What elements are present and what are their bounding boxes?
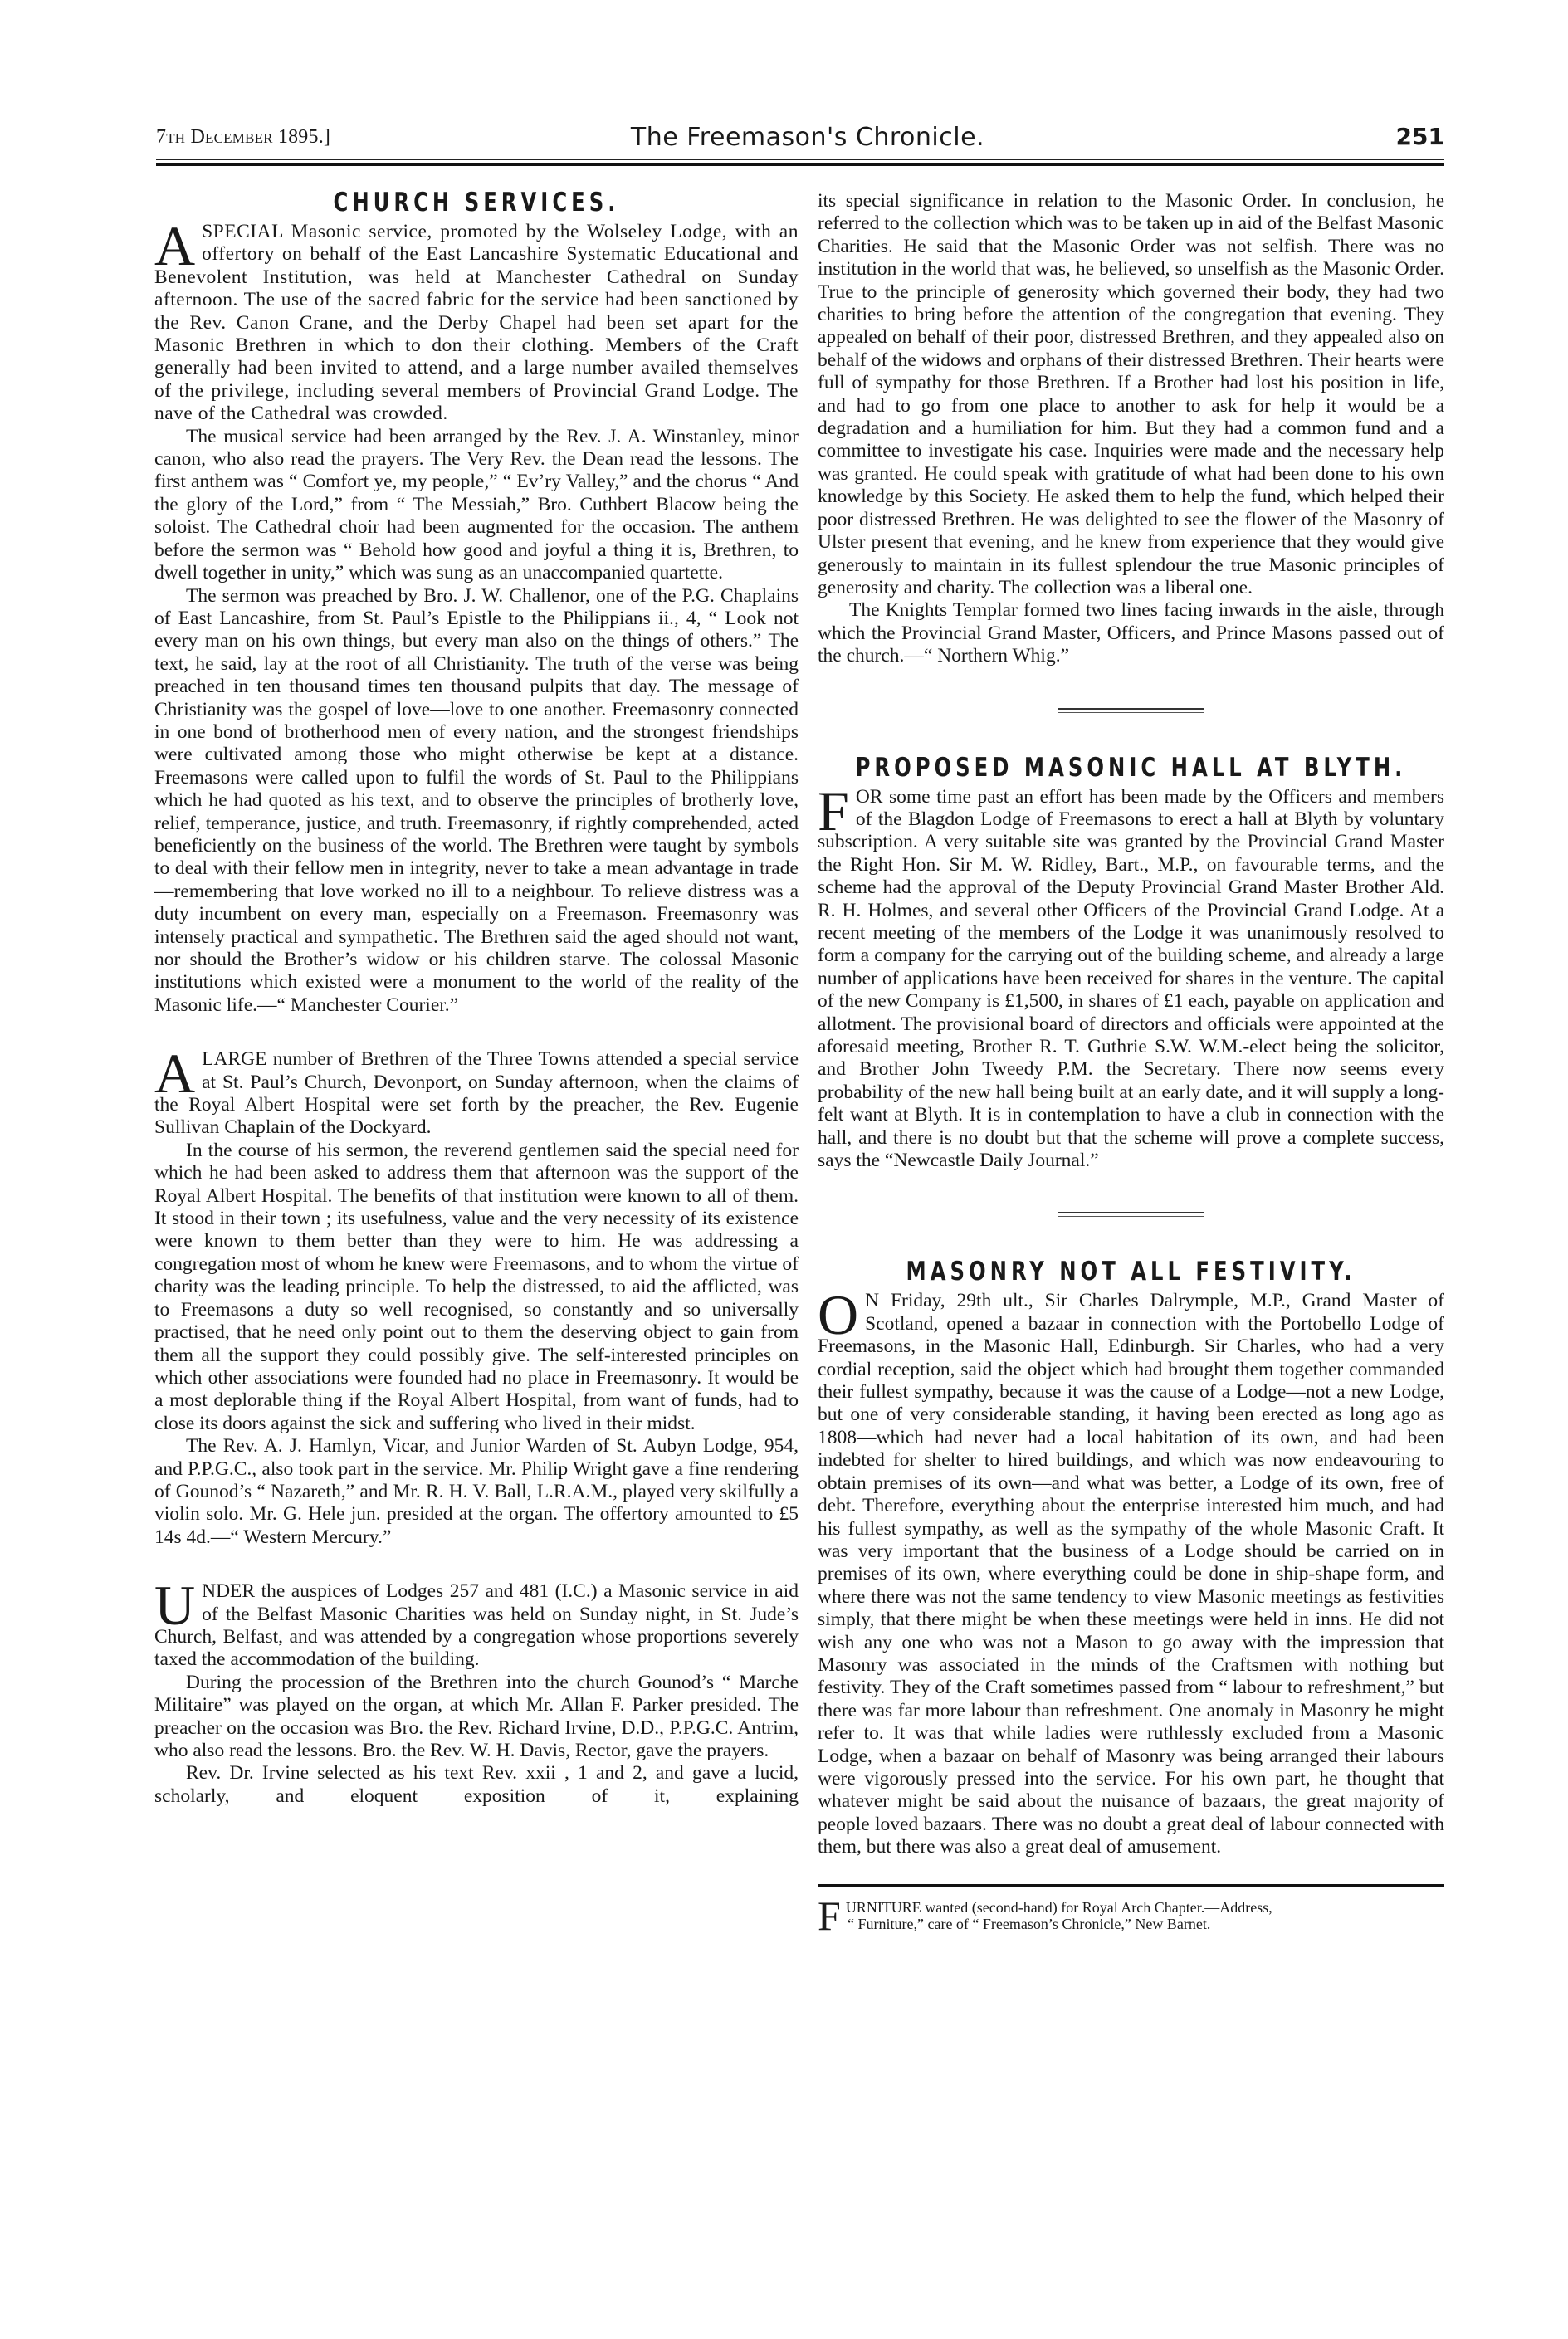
article-paragraph: O N Friday, 29th ult., Sir Charles Dalrymple, M.P., Grand Master of Scotland, opened a bazaar in connection with the Portobello Lodge of Freemasons, in the Masonic Hall, Edinburgh. Sir Charles, who had a very cordial reception, said the object which had brought them together commanded their fullest sympathy, because it was the cause of a Lodge—not a new Lodge, but one of very considerable standing, it having been erected as long ago as 1808—which had never had a local habitation of its own, and had been indebted for shelter to hired buildings, and which was now endeavouring to obtain premises of its own—and what was better, a Lodge of its own, free of debt. Therefore, everything about the enterprise interested him much, and had his fullest sympathy, as well as the sympathy of the whole Masonic Craft. It was very important that the business of a Lodge should be carried on in premises of its own, where everything could be done in ship-shape form, and where there was not the same tendency to view Masonic meetings as festivities simply, that there might be when these meetings were held in inns. He did not wish any one who was not a Mason to go away with the impression that Masonry was associated in the minds of the Craftsmen with nothing but festivity. They of the Craft sometimes passed from “ labour to refreshment,” but there was far more labour than refreshment. One anomaly in Masonry he might refer to. It was that while ladies were ruthlessly excluded from a Masonic Lodge, when a bazaar on behalf of Masonry was being arranged their labours were vigorously pressed into the service. For his own part, he thought that whatever might be said about the nuisance of bazaars, the great majority of people loved bazaars. There was no doubt a great deal of labour connected with them, but there was also a great deal of amusement.	[818, 1283, 1444, 1858]
article-paragraph: A SPECIAL Masonic service, promoted by the Wolseley Lodge, with an offertory on behalf of the East Lancashire Systematic Educational and Benevolent Institution, was held at Manchester Cathedral on Sunday afternoon. The use of the sacred fabric for the service had been sanctioned by the Rev. Canon Crane, and the Derby Chapel had been set apart for the Masonic Brethren in which to don their clothing. Members of the Craft generally had been invited to attend, and a large number availed themselves of the privilege, including several members of Provincial Grand Lodge. The nave of the Cathedral was crowded.	[154, 214, 799, 425]
header-rule	[156, 159, 1444, 160]
article-separator	[1058, 708, 1204, 710]
drop-cap: F	[818, 779, 849, 842]
issue-date	[156, 126, 330, 149]
classified-advertisement	[818, 1892, 1444, 1939]
article-heading-festivity: MASONRY NOT ALL FESTIVITY.	[906, 1257, 1356, 1287]
page-number: 251	[1395, 123, 1444, 150]
drop-cap: F	[818, 1892, 841, 1939]
article-paragraph: The sermon was preached by Bro. J. W. Challenor, one of the P.G. Chaplains of East Lancashire, from St. Paul’s Epistle to the Philippians ii., 4, “ Look not every man on his own things, but every man also on the things of others.” The text, he said, lay at the root of all Christianity. The truth of the verse was being preached in ten thousand times ten thousand pulpits that day. The message of Christianity was the gospel of love—love to one another. Freemasonry connected in one bond of brotherhood men of every nation, and the strongest friendships were cultivated among those who might otherwise be kept at a distance. Freemasons were called upon to fulfil the words of St. Paul to the Philippians which he had quoted as his text, and to observe the principles of brotherly love, relief, temperance, justice, and truth. Freemasonry, if rightly comprehended, acted beneficiently on the business of the world. The Brethren were taught by symbols to deal with their fellow men in integrity, never to take a mean advantage in trade—remembering that love worked no ill to a neighbour. To relieve distress was a duty incumbent on every man, especially on a Freemason. Freemasonry was intensely practical and sympathetic. The Brethren said the aged should not want, nor should the Brother’s widow or his children starve. The colossal Masonic institutions which existed were a monument to the world of the reality of the Masonic life.—“ Manchester Courier.”	[154, 584, 799, 1016]
article-separator	[1058, 1212, 1204, 1213]
article-heading-blyth: PROPOSED MASONIC HALL AT BLYTH.	[855, 753, 1407, 783]
article-paragraph: A LARGE number of Brethren of the Three Towns attended a special service at St. Paul’s Church, Devonport, on Sunday afternoon, when the claims of the Royal Albert Hospital were set forth by the preacher, the Rev. Eugenie Sullivan Chaplain of the Dockyard.	[154, 1042, 799, 1139]
drop-cap: A	[154, 214, 196, 277]
running-header	[156, 123, 1444, 156]
header-rule-thick	[156, 163, 1444, 166]
advertisement-rule	[818, 1884, 1444, 1887]
article-paragraph-continued: its special significance in relation to the Masonic Order. In conclusion, he referred to the collection which was to be taken up in aid of the Belfast Masonic Charities. He said that the Masonic Order was not selfish. There was no institution in the world that was, he believed, so unselfish as the Masonic Order. True to the principle of generosity which governed their body, they had two charities to bring before the attention of the congregation that evening. They appealed on behalf of their poor, distressed Brethren, and they appealed also on behalf of the widows and orphans of their distressed Brethren. Their hearts were full of sympathy for those Brethren. If a Brother had lost his position in life, and had to go from one place to another to ask for help it would be a degradation and a humiliation for him. But they had a common fund and a committee to investigate his case. Inquiries were made and the necessary help was granted. He could speak with gratitude of what had been done to his own knowledge by this Society. He asked them to help the fund, which helped their poor distressed Brethren. He was delighted to see the flower of the Masonry of Ulster present that evening, and he knew from experience that they would give generously to maintain in its fullest splendour the true Masonic principles of generosity and charity. The collection was a liberal one.	[818, 190, 1444, 598]
left-column	[154, 189, 799, 1808]
issue-date-month: December	[190, 126, 273, 148]
article-paragraph: Rev. Dr. Irvine selected as his text Rev. xxii , 1 and 2, and gave a lucid, scholarly, and eloquent exposition of it, explaining	[154, 1762, 799, 1807]
article-heading-church-services: CHURCH SERVICES.	[333, 188, 620, 218]
advertisement-line: URNITURE wanted (second-hand) for Royal Arch Chapter.—Address,	[845, 1898, 1272, 1916]
article-paragraph: FOR some time past an effort has been made by the Officers and members of the Blagdon Lodge of Freemasons to erect a hall at Blyth by voluntary subscription. A very suitable site was granted by the Provincial Grand Master the Right Hon. Sir M. W. Ridley, Bart., M.P., on favourable terms, and the scheme had the approval of the Deputy Provincial Grand Master Brother Ald. R. H. Holmes, and several other Officers of the Provincial Grand Lodge. At a recent meeting of the members of the Lodge it was unanimously resolved to form a company for the carrying out of the building scheme, and already a large number of applications have been received for shares in the venture. The capital of the new Company is £1,500, in shares of £1 each, payable on application and allotment. The provisional board of directors and officials were appointed at the aforesaid meeting, Brother R. T. Guthrie S.W. W.M.-elect being the solicitor, and Brother John Tweedy P.M. the Secretary. There now seems every probability of the new hall being built at an early date, and it will supply a long-felt want at Blyth. It is in contemplation to have a club in connection with the hall, and there is no doubt but that the scheme will prove a complete success, says the “Newcastle Daily Journal.”	[818, 779, 1444, 1172]
issue-date-suffix: th	[166, 126, 186, 148]
article-paragraph: The Knights Templar formed two lines facing inwards in the aisle, through which the Provincial Grand Master, Officers, and Prince Masons passed out of the church.—“ Northern Whig.”	[818, 599, 1444, 667]
right-column	[818, 190, 1444, 1939]
article-paragraph: The musical service had been arranged by the Rev. J. A. Winstanley, minor canon, who also read the prayers. The Very Rev. the Dean read the lessons. The first anthem was “ Comfort ye, my people,” “ Ev’ry Valley,” and the chorus “ And the glory of the Lord,” from “ The Messiah,” Bro. Cuthbert Blacow being the soloist. The Cathedral choir had been augmented for the occasion. The anthem before the sermon was “ Behold how good and joyful a thing it is, Brethren, to dwell together in unity,” which was sung as an unaccompanied quartette.	[154, 425, 799, 584]
drop-cap: O	[818, 1283, 859, 1347]
drop-cap: U	[154, 1574, 196, 1638]
drop-cap: A	[154, 1042, 196, 1106]
article-paragraph: The Rev. A. J. Hamlyn, Vicar, and Junior Warden of St. Aubyn Lodge, 954, and P.P.G.C., also took part in the service. Mr. Philip Wright gave a fine rendering of Gounod’s “ Nazareth,” and Mr. R. H. V. Ball, L.R.A.M., played very skilfully a violin solo. Mr. G. Hele jun. presided at the organ. The offertory amounted to £5 14s 4d.—“ Western Mercury.”	[154, 1435, 799, 1548]
article-paragraph: During the procession of the Brethren into the church Gounod’s “ Marche Militaire” was played on the organ, at which Mr. Allan F. Parker presided. The preacher on the occasion was Bro. the Rev. Richard Irvine, D.D., P.P.G.C. Antrim, who also read the lessons. Bro. the Rev. W. H. Davis, Rector, gave the prayers.	[154, 1671, 799, 1761]
publication-title: The Freemason's Chronicle.	[630, 123, 985, 152]
issue-date-year: 1895.]	[277, 126, 331, 148]
issue-date-day: 7	[156, 126, 167, 148]
advertisement-line: “ Furniture,” care of “ Freemason’s Chronicle,” New Barnet.	[848, 1915, 1211, 1932]
article-paragraph: In the course of his sermon, the reverend gentlemen said the special need for which he had been asked to address them that afternoon was the support of the Royal Albert Hospital. The benefits of that institution were known to all of them. It stood in their town ; its usefulness, value and the very necessity of its existence were known to them better than they were to him. He was addressing a congregation most of whom he knew were Freemasons, and to whom the virtue of charity was the leading principle. To help the distressed, to aid the afflicted, was to Freemasons a duty so well recognised, so constantly and so universally practised, that he need only point out to them the deserving object to gain from them all the support they could possibly give. The self-interested principles on which other associations were founded had no place in Freemasonry. It would be a most deplorable thing if the Royal Albert Hospital, from want of funds, had to close its doors against the sick and suffering who lived in their midst.	[154, 1139, 799, 1434]
article-paragraph: UNDER the auspices of Lodges 257 and 481 (I.C.) a Masonic service in aid of the Belfast Masonic Charities was held on Sunday night, in St. Jude’s Church, Belfast, and was attended by a congregation whose proportions severely taxed the accommodation of the building.	[154, 1574, 799, 1671]
